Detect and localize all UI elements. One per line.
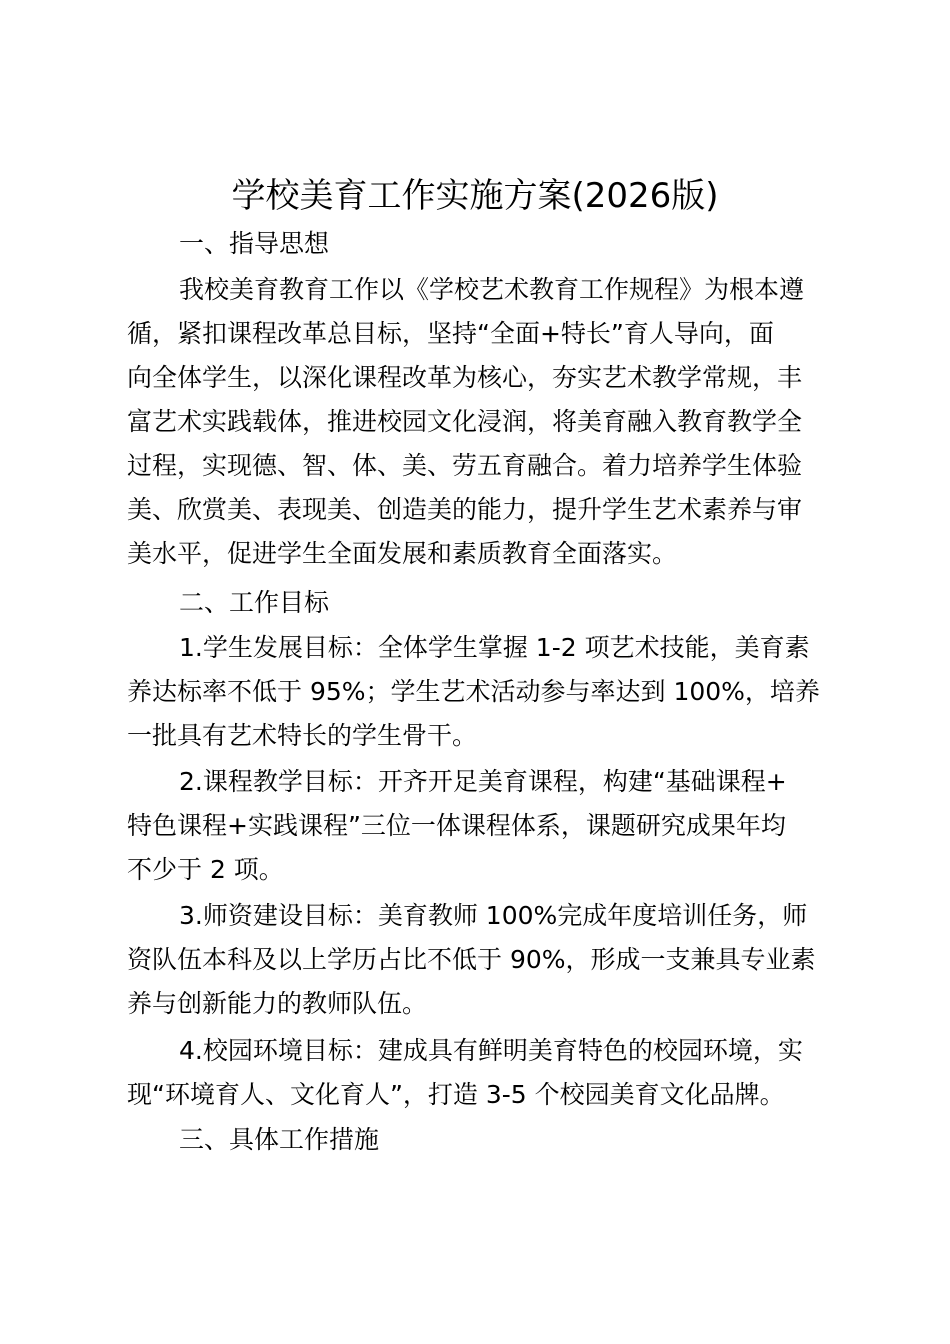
paragraph-line: 美、欣赏美、表现美、创造美的能力，提升学生艺术素养与审 [127, 495, 803, 524]
paragraph-line: 4.校园环境目标：建成具有鲜明美育特色的校园环境，实 [179, 1036, 803, 1065]
paragraph-line: 2.课程教学目标：开齐开足美育课程，构建“基础课程+ [179, 767, 787, 796]
paragraph-line: 我校美育教育工作以《学校艺术教育工作规程》为根本遵 [179, 275, 805, 304]
paragraph-line: 1.学生发展目标：全体学生掌握 1-2 项艺术技能，美育素 [179, 633, 810, 662]
paragraph-line: 向全体学生，以深化课程改革为核心，夯实艺术教学常规，丰 [127, 363, 803, 392]
paragraph-line: 美水平，促进学生全面发展和素质教育全面落实。 [127, 539, 678, 568]
paragraph-line: 养与创新能力的教师队伍。 [127, 989, 428, 1018]
section-heading-work-goals: 二、工作目标 [179, 588, 330, 617]
paragraph-campus-goal [127, 1029, 830, 1117]
paragraph-line: 富艺术实践载体，推进校园文化浸润，将美育融入教育教学全 [127, 407, 803, 436]
paragraph-line: 资队伍本科及以上学历占比不低于 90%，形成一支兼具专业素 [127, 945, 816, 974]
paragraph-line: 养达标率不低于 95%；学生艺术活动参与率达到 100%，培养 [127, 677, 820, 706]
paragraph-line: 不少于 2 项。 [127, 855, 284, 884]
paragraph-student-goal [127, 626, 830, 758]
paragraph-line: 过程，实现德、智、体、美、劳五育融合。着力培养学生体验 [127, 451, 803, 480]
paragraph-teacher-goal [127, 894, 830, 1026]
paragraph-line: 特色课程+实践课程”三位一体课程体系，课题研究成果年均 [127, 811, 786, 840]
section-heading-guiding-ideology: 一、指导思想 [179, 229, 330, 258]
section-heading-measures: 三、具体工作措施 [179, 1125, 380, 1154]
paragraph-guiding-ideology [127, 268, 830, 576]
paragraph-curriculum-goal [127, 760, 830, 892]
paragraph-line: 循，紧扣课程改革总目标，坚持“全面+特长”育人导向，面 [127, 319, 774, 348]
paragraph-line: 一批具有艺术特长的学生骨干。 [127, 721, 478, 750]
paragraph-line: 现“环境育人、文化育人”，打造 3-5 个校园美育文化品牌。 [127, 1080, 785, 1109]
document-title: 学校美育工作实施方案(2026版) [231, 176, 719, 216]
paragraph-line: 3.师资建设目标：美育教师 100%完成年度培训任务，师 [179, 901, 808, 930]
